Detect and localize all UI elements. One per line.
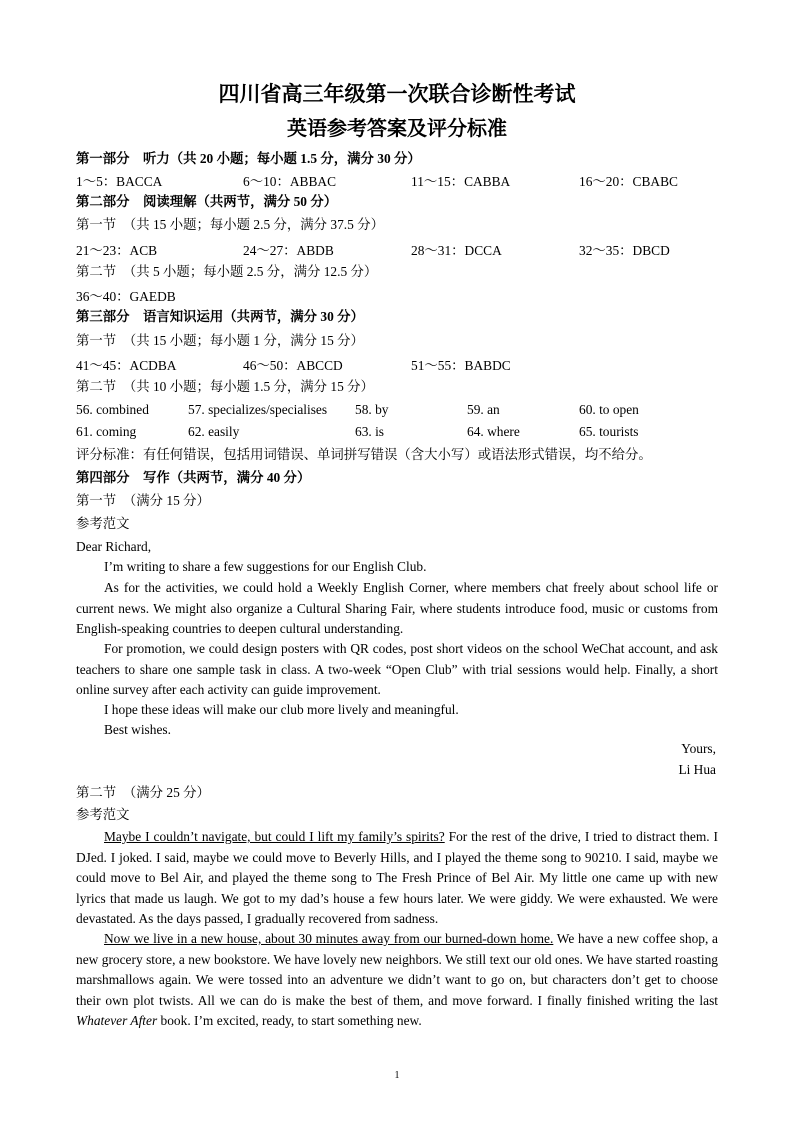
story-text: For the rest of the drive, I tried to distract them. I DJed. I joked. I said, maybe we could move to Beverly Hills, and I played the theme song to 90210. I said, maybe we could move to Bel Air, and played the theme song to The Fresh Prince of Bel Air. My little one came up with new lyrics that made us laugh. We got to my dad’s house a few hours later. We were giddy. We were exhausted. We were devastated. As the days passed, I gradually recovered from sadness. xyxy=(76,829,719,926)
letter-closing: Yours, xyxy=(681,741,716,756)
part3-section2-heading: 第二节 （共 10 小题；每小题 1.5 分，满分 15 分） xyxy=(76,379,374,394)
answer-group: 36～40：GAEDB xyxy=(76,289,176,304)
answer-item: 64. where xyxy=(467,424,520,439)
answer-item: 63. is xyxy=(355,424,385,439)
part4-section2-heading: 第二节 （满分 25 分） xyxy=(76,785,210,800)
part2-section1-heading: 第一节 （共 15 小题；每小题 2.5 分，满分 37.5 分） xyxy=(76,217,384,232)
letter-salutation: Dear Richard, xyxy=(76,539,152,554)
answer-group: 16～20：CBABC xyxy=(579,174,678,189)
part3-heading: 第三部分 语言知识运用（共两节，满分 30 分） xyxy=(76,309,364,324)
letter-paragraph: Best wishes. xyxy=(104,722,171,737)
story-starter-sentence: Now we live in a new house, about 30 minutes away from our burned-down home. xyxy=(104,931,554,946)
answer-group: 46～50：ABCCD xyxy=(243,358,343,373)
answer-group: 1～5：BACCA xyxy=(76,174,163,189)
answer-item: 58. by xyxy=(355,402,389,417)
answer-item: 61. coming xyxy=(76,424,137,439)
answer-group: 11～15：CABBA xyxy=(411,174,511,189)
part3-section1-heading: 第一节 （共 15 小题；每小题 1 分，满分 15 分） xyxy=(76,333,364,348)
letter-paragraph: For promotion, we could design posters with QR codes, post short videos on the school WeChat account, and ask teachers to share one sample task in class. A two-week “Open Club” with trial sessions would help. Finally, a short online survey after each activity can guide improvement. xyxy=(76,641,718,697)
story-text: book. I’m excited, ready, to start something new. xyxy=(157,1013,422,1028)
page-title: 四川省高三年级第一次联合诊断性考试 xyxy=(218,81,576,106)
letter-paragraph: I’m writing to share a few suggestions for our English Club. xyxy=(104,559,427,574)
scoring-criteria: 评分标准：有任何错误，包括用词错误、单词拼写错误（含大小写）或语法形式错误，均不给分。 xyxy=(76,447,652,462)
part2-heading: 第二部分 阅读理解（共两节，满分 50 分） xyxy=(76,194,338,209)
answer-group: 24～27：ABDB xyxy=(243,243,334,258)
book-title: Whatever After xyxy=(76,1013,158,1028)
story-text: We have a new coffee shop, a new grocery store, a new bookstore. We have lovely new neighbors. We still text our old ones. We have started roasting marshmallows again. We were tossed into an adventure we didn’t want to go on, but characters don’t get to choose their own plot twists. All we can do is make the best of them, and move forward. I finally finished writing the last xyxy=(76,931,718,1008)
answer-item: 65. tourists xyxy=(579,424,639,439)
answer-group: 21～23：ACB xyxy=(76,243,158,258)
answer-item: 60. to open xyxy=(579,402,639,417)
answer-group: 41～45：ACDBA xyxy=(76,358,177,373)
part2-section2-heading: 第二节 （共 5 小题；每小题 2.5 分，满分 12.5 分） xyxy=(76,264,378,279)
part4-heading: 第四部分 写作（共两节，满分 40 分） xyxy=(76,470,311,485)
story-starter-sentence: Maybe I couldn’t navigate, but could I lift my family’s spirits? xyxy=(104,829,445,844)
answer-group: 51～55：BABDC xyxy=(411,358,511,373)
answer-item: 56. combined xyxy=(76,402,149,417)
answer-group: 32～35：DBCD xyxy=(579,243,670,258)
answer-group: 6～10：ABBAC xyxy=(243,174,337,189)
page-subtitle: 英语参考答案及评分标准 xyxy=(287,116,507,140)
sample-essay-label: 参考范文 xyxy=(76,807,130,822)
page-number: 1 xyxy=(394,1070,400,1081)
part4-section1-heading: 第一节 （满分 15 分） xyxy=(76,493,210,508)
sample-essay-label: 参考范文 xyxy=(76,516,130,531)
part1-heading: 第一部分 听力（共 20 小题；每小题 1.5 分，满分 30 分） xyxy=(76,151,421,166)
story-paragraph-2 xyxy=(76,929,718,1032)
answer-item: 62. easily xyxy=(188,424,240,439)
letter-paragraph: I hope these ideas will make our club more lively and meaningful. xyxy=(104,702,459,717)
answer-item: 57. specializes/specialises xyxy=(188,402,328,417)
letter-signature: Li Hua xyxy=(678,762,716,777)
answer-group: 28～31：DCCA xyxy=(411,243,502,258)
story-paragraph-1 xyxy=(76,827,718,930)
letter-paragraph: As for the activities, we could hold a Weekly English Corner, where members chat freely about school life or current news. We might also organize a Cultural Sharing Fair, where students introduce food, music or customs from English-speaking countries to deepen cultural understanding. xyxy=(76,580,718,636)
answer-item: 59. an xyxy=(467,402,500,417)
